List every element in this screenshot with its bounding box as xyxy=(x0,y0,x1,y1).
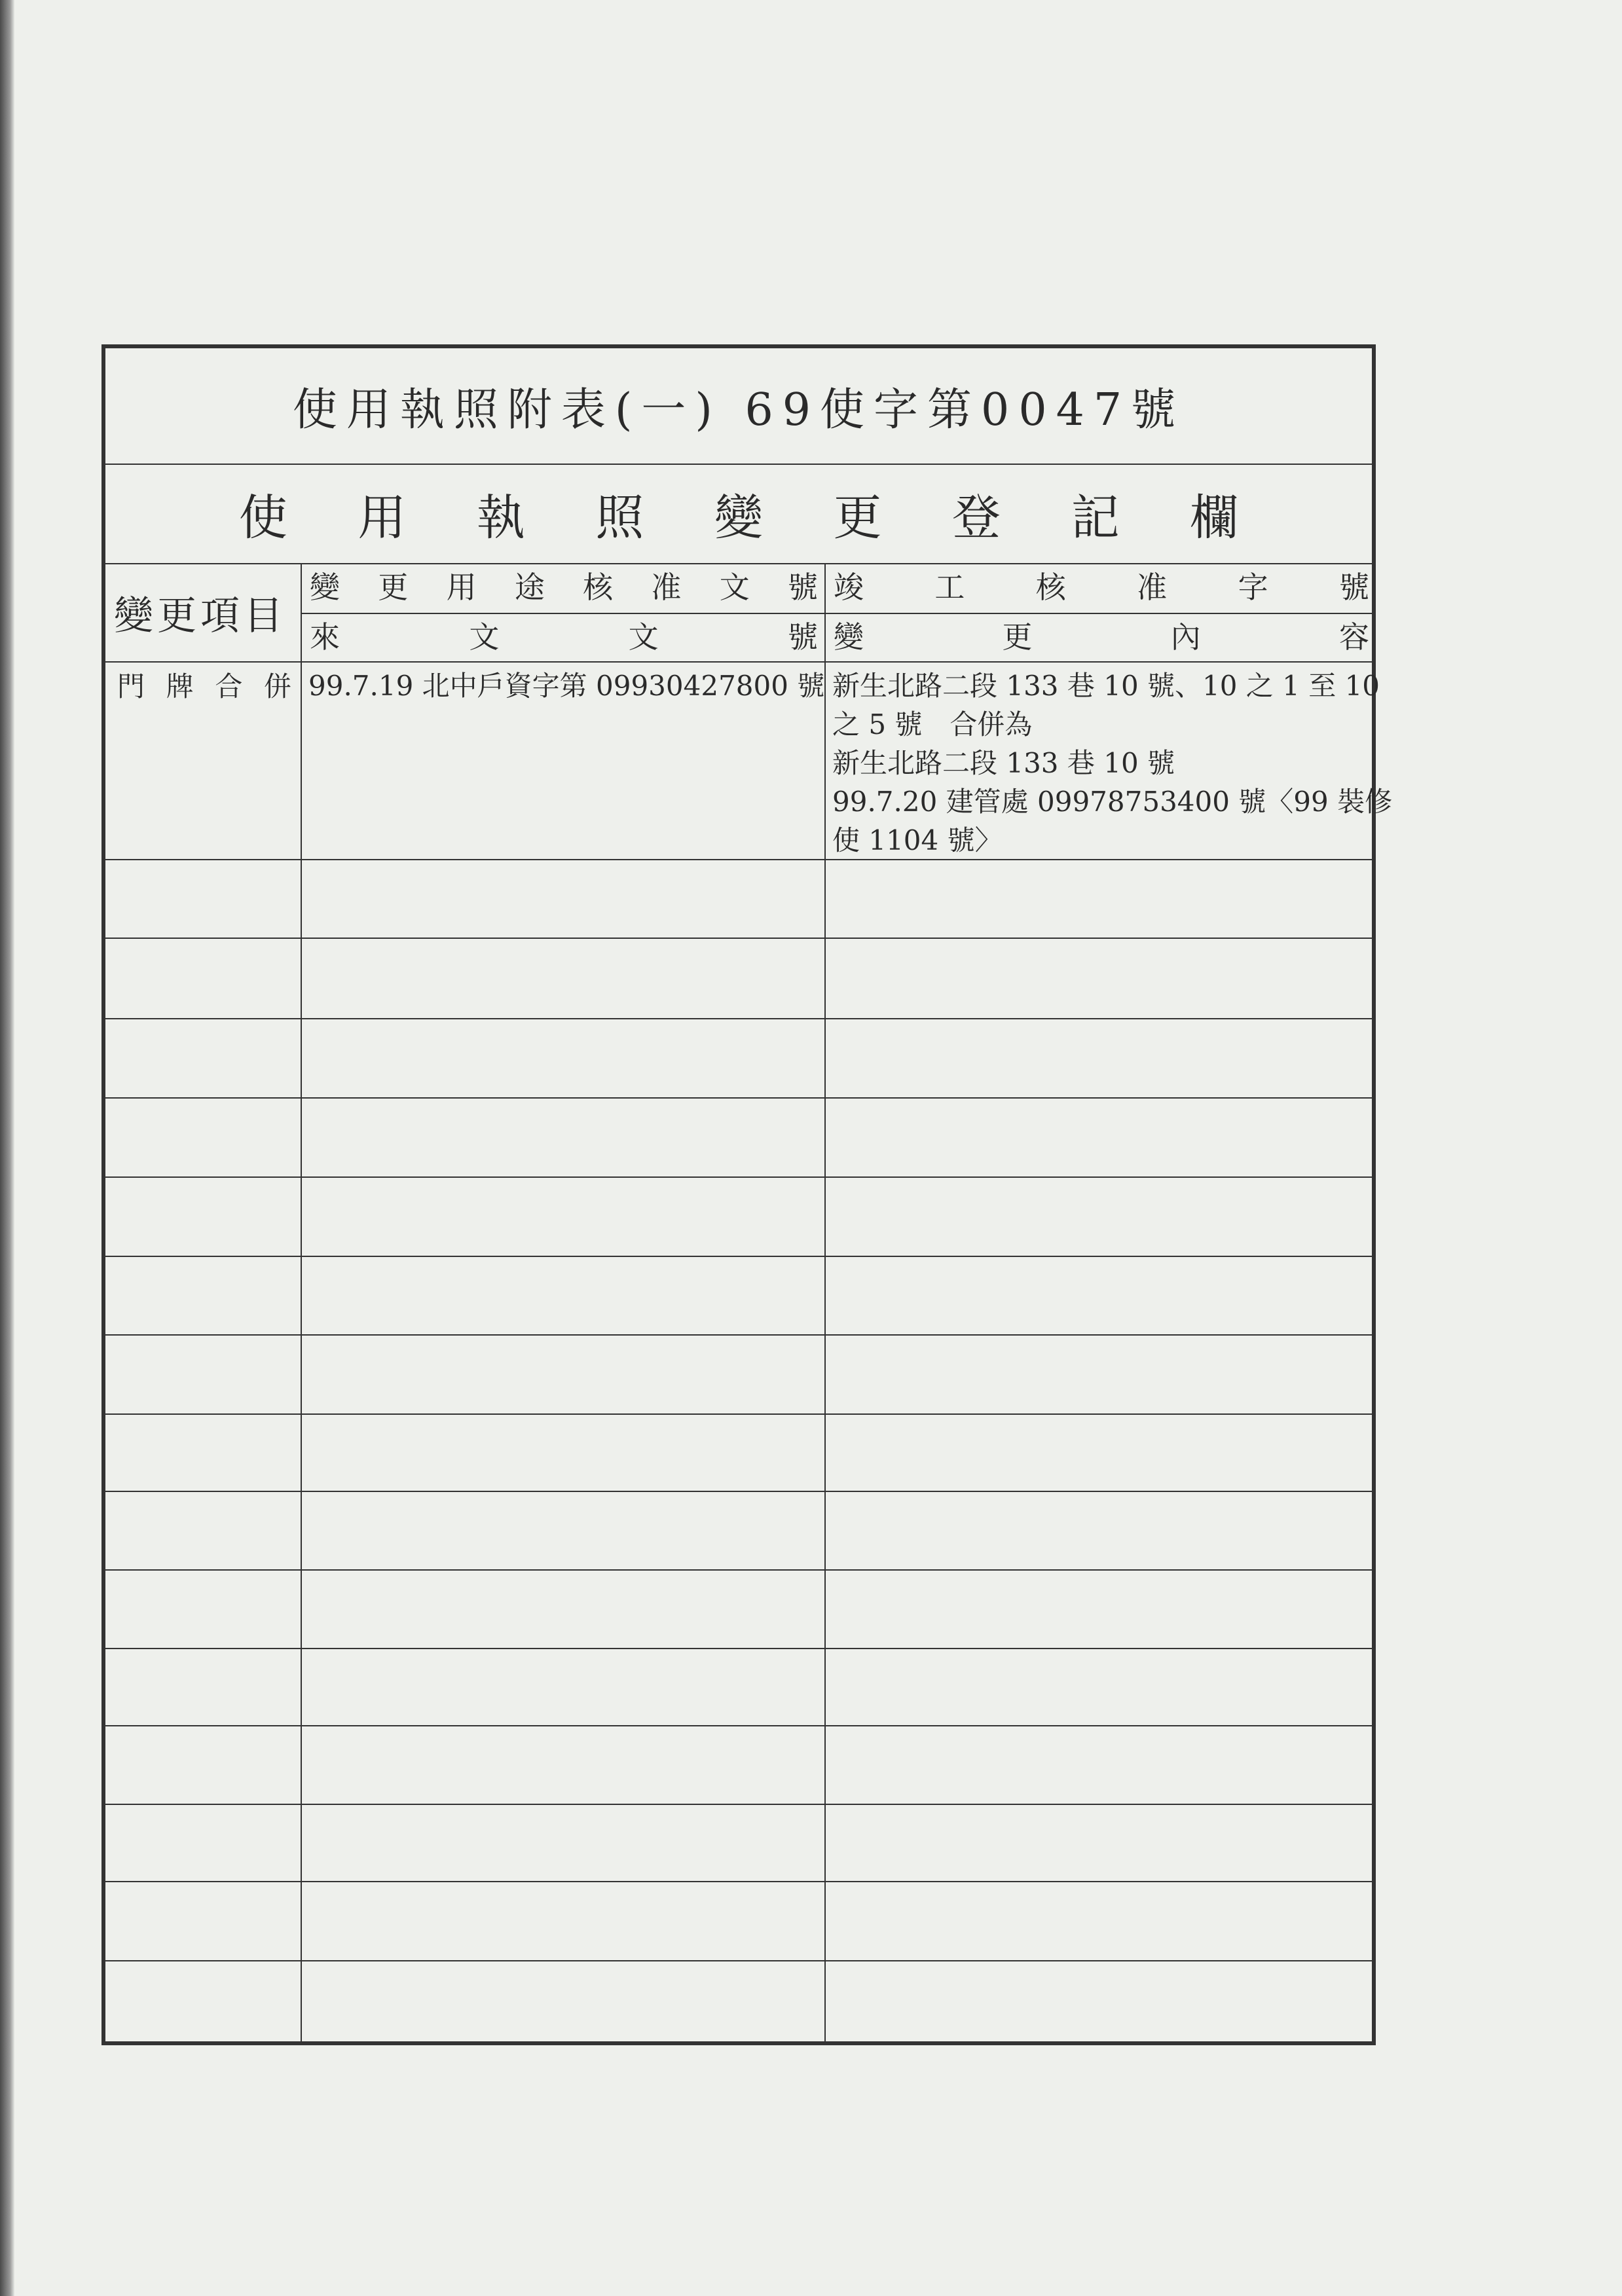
entry-item-char: 牌 xyxy=(166,670,194,702)
scan-left-edge xyxy=(0,0,14,2296)
header-bottom-line xyxy=(105,661,1372,663)
subtitle-char: 照 xyxy=(595,490,644,546)
entry-content-line: 新生北路二段 133 巷 10 號 xyxy=(832,747,1175,779)
subtitle-char: 用 xyxy=(358,490,407,546)
header-char: 容 xyxy=(1338,619,1369,655)
header-char: 變 xyxy=(310,570,340,605)
entry-content-line: 之 5 號 合併為 xyxy=(832,708,1033,740)
header-char: 准 xyxy=(1137,570,1168,605)
header-char: 內 xyxy=(1170,619,1201,655)
header-char: 准 xyxy=(651,570,682,605)
form-title-row xyxy=(105,348,1372,465)
header-char: 變 xyxy=(834,619,864,655)
subtitle-char: 登 xyxy=(952,490,1001,546)
table-row-line xyxy=(105,1804,1372,1805)
header-char: 文 xyxy=(628,619,659,655)
table-row-line xyxy=(105,1334,1372,1336)
header-char: 來 xyxy=(310,619,340,655)
header-change-item: 變更項目 xyxy=(114,593,287,639)
column-divider xyxy=(824,564,826,2041)
table-row-line xyxy=(105,1569,1372,1571)
table-row-line xyxy=(105,1176,1372,1178)
header-char: 工 xyxy=(934,570,965,605)
header-char: 更 xyxy=(1002,619,1033,655)
header-char: 核 xyxy=(1035,570,1066,605)
entry-content-line: 99.7.20 建管處 09978753400 號〈99 裝修 xyxy=(832,786,1393,818)
subtitle-char: 變 xyxy=(714,490,763,546)
entry-change-item xyxy=(117,670,291,702)
header-char: 更 xyxy=(378,570,409,605)
entry-change-content xyxy=(832,666,1392,860)
subtitle-char: 記 xyxy=(1071,490,1120,546)
header-char: 號 xyxy=(787,570,818,605)
subtitle-char: 更 xyxy=(833,490,882,546)
table-row-line xyxy=(105,1097,1372,1099)
header-char: 號 xyxy=(787,619,818,655)
header-completion-no xyxy=(834,570,1369,605)
table-row-line xyxy=(105,1491,1372,1492)
header-char: 核 xyxy=(583,570,614,605)
table-row-line xyxy=(105,938,1372,939)
header-char: 途 xyxy=(514,570,545,605)
table-row-line xyxy=(105,1648,1372,1649)
table-row-line xyxy=(105,1881,1372,1882)
subtitle-char: 欄 xyxy=(1190,490,1239,546)
entry-content-line: 使 1104 號〉 xyxy=(832,824,1003,856)
header-char: 文 xyxy=(469,619,500,655)
header-char: 號 xyxy=(1338,570,1369,605)
entry-item-char: 併 xyxy=(263,670,291,702)
entry-item-char: 合 xyxy=(215,670,243,702)
header-char: 文 xyxy=(719,570,750,605)
subtitle-char: 執 xyxy=(476,490,525,546)
header-approval-doc xyxy=(310,570,818,605)
subtitle-char: 使 xyxy=(238,490,287,546)
usage-permit-appendix-form xyxy=(101,344,1393,2045)
table-row-line xyxy=(105,1018,1372,1019)
header-char: 字 xyxy=(1238,570,1268,605)
header-split-line xyxy=(301,613,1372,614)
header-char: 竣 xyxy=(834,570,864,605)
table-row-line xyxy=(105,1413,1372,1415)
header-char: 用 xyxy=(446,570,477,605)
entry-item-char: 門 xyxy=(117,670,145,702)
header-incoming-doc xyxy=(310,619,818,655)
table-row-line xyxy=(105,1960,1372,1961)
table-row-line xyxy=(105,859,1372,860)
table-row-line xyxy=(105,1256,1372,1257)
form-title: 使用執照附表(一) 69使字第0047號 xyxy=(292,384,1185,436)
form-subtitle-row xyxy=(105,465,1372,564)
entry-content-line: 新生北路二段 133 巷 10 號、10 之 1 至 10 xyxy=(832,670,1380,702)
table-row-line xyxy=(105,1725,1372,1726)
column-divider xyxy=(301,564,302,2041)
entry-doc-no: 99.7.19 北中戶資字第 09930427800 號 xyxy=(308,670,825,702)
header-change-content xyxy=(834,619,1369,655)
